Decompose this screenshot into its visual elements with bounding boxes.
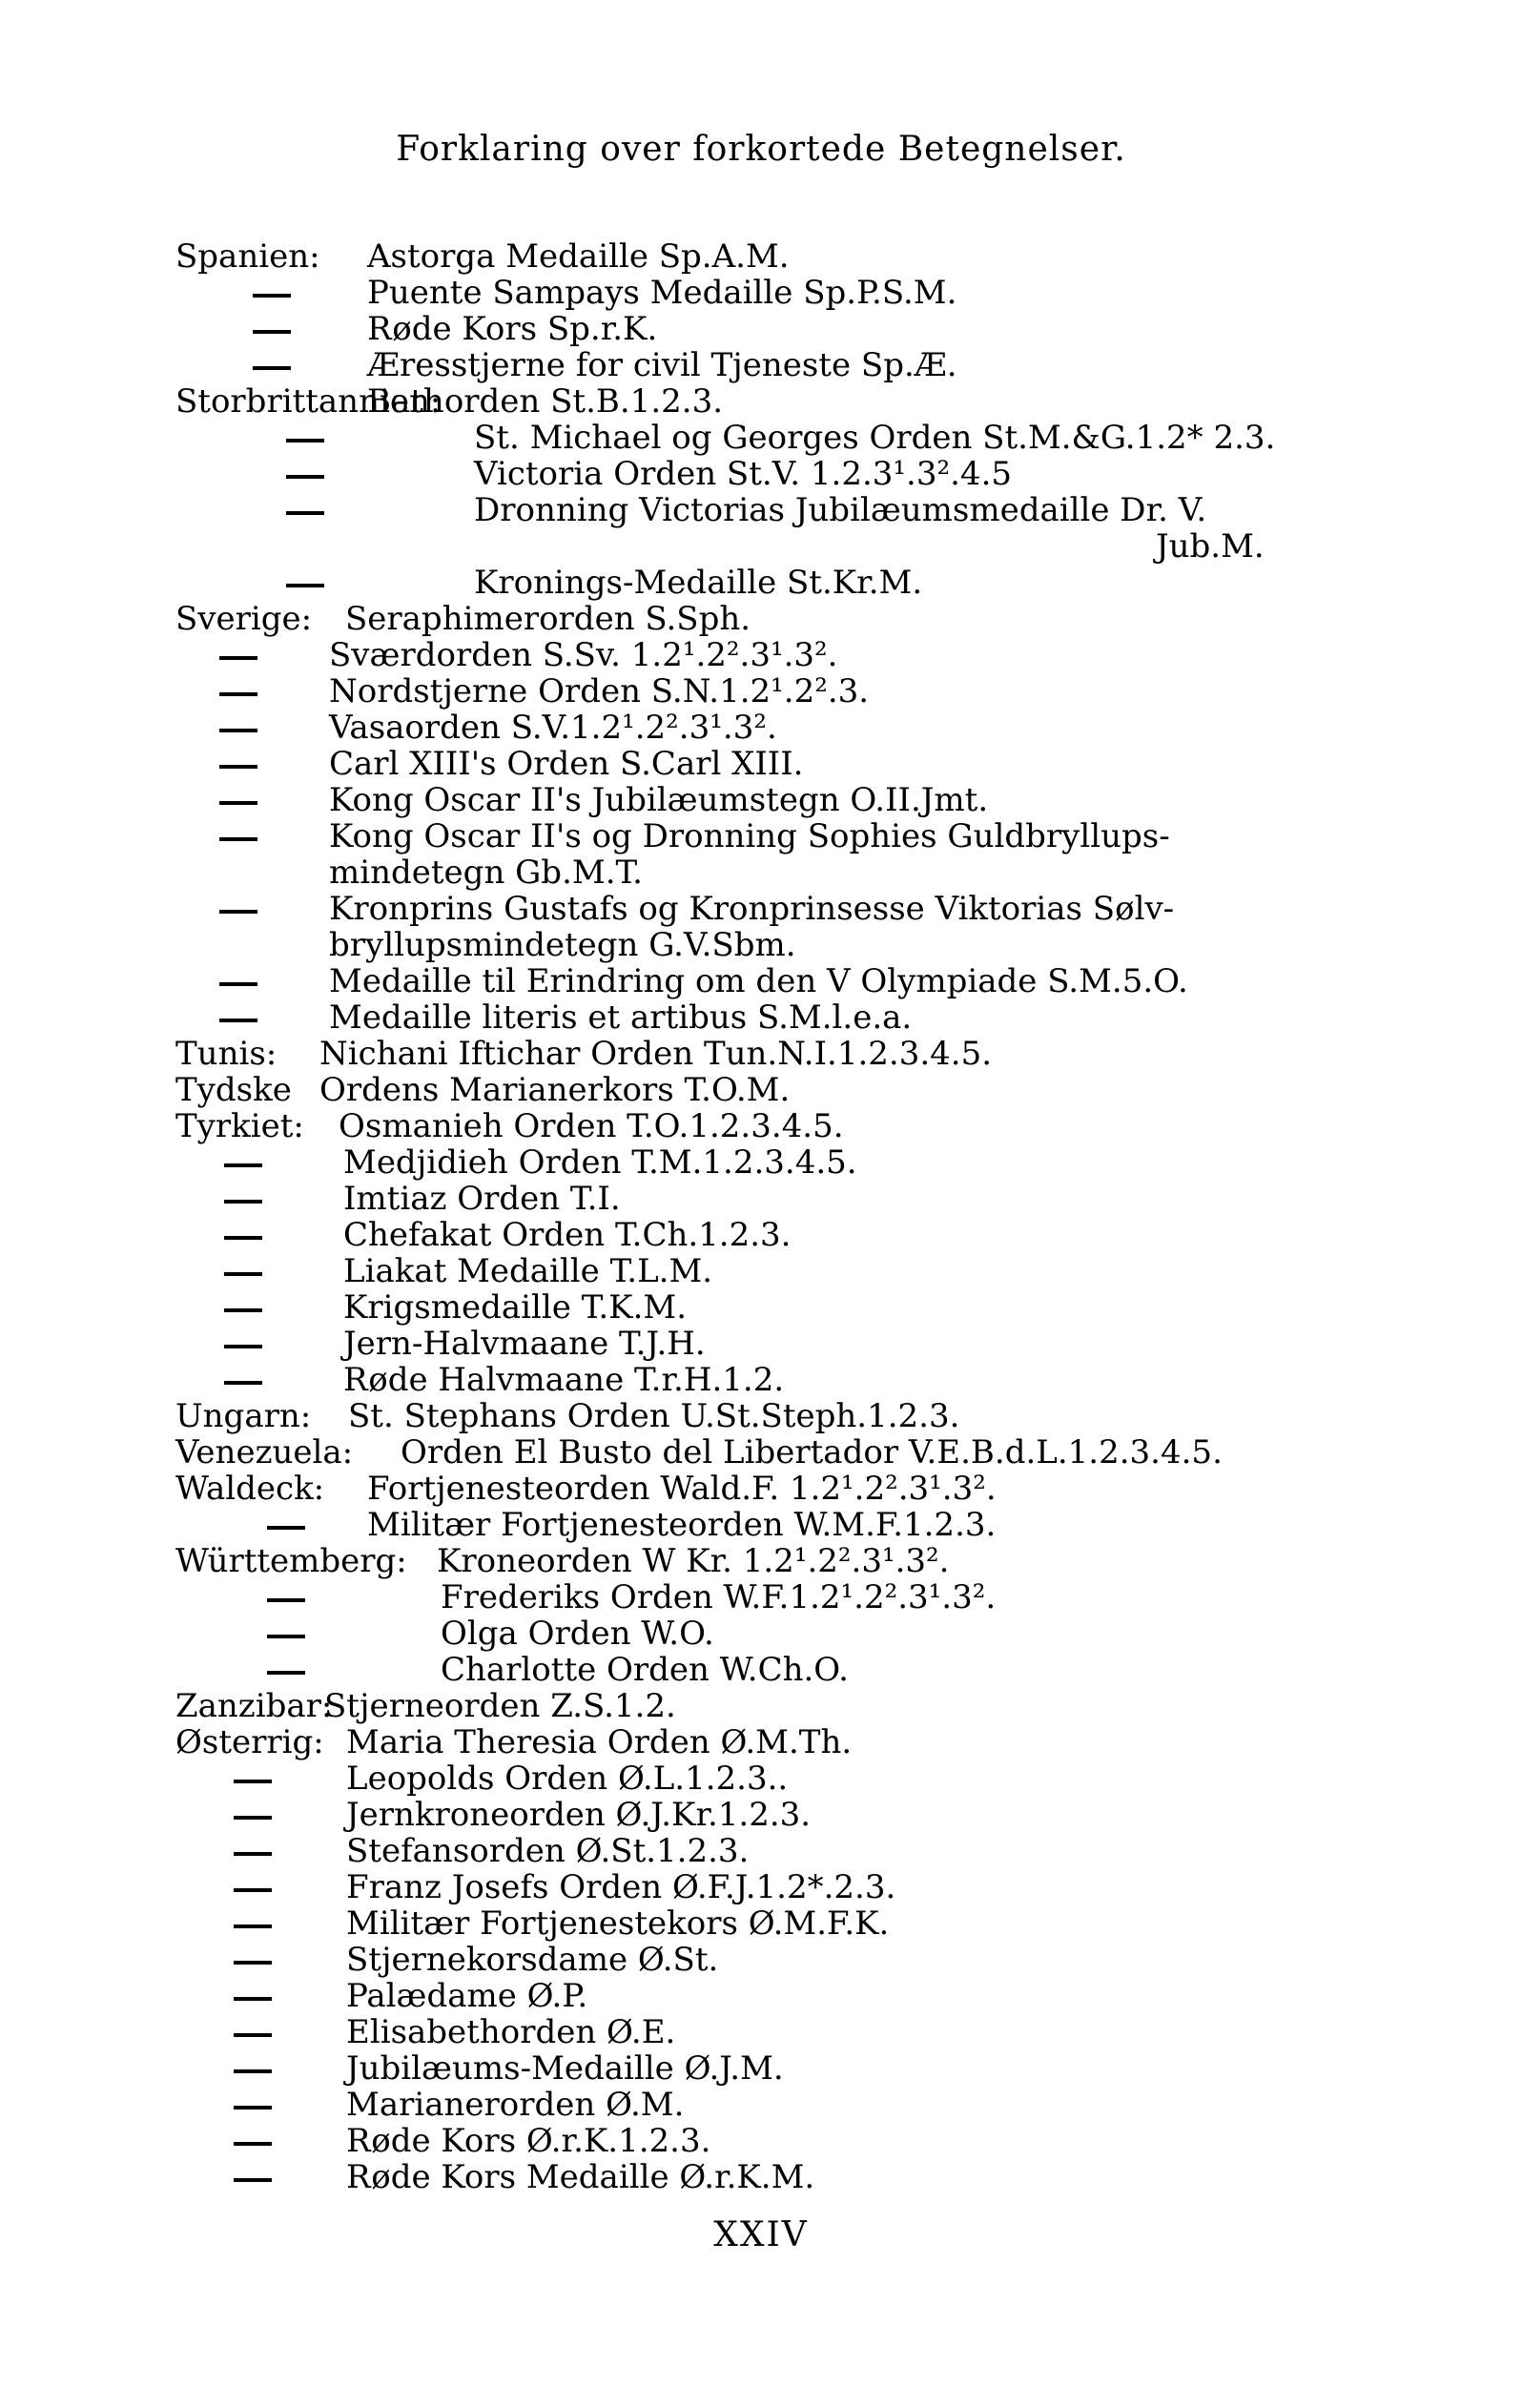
ditto-dash	[224, 1345, 262, 1348]
ditto-dash	[219, 982, 257, 986]
country-name: Sverige:	[175, 600, 313, 638]
ditto-dash	[219, 910, 257, 914]
ditto-dash	[234, 2106, 272, 2110]
country-name: Spanien:	[175, 237, 320, 276]
entry-text: Stjernekorsdame Ø.St.	[346, 1941, 719, 1979]
entry-text: Militær Fortjenesteorden W.M.F.1.2.3.	[367, 1506, 997, 1544]
ditto-dash	[224, 1381, 262, 1385]
country-name: Württemberg:	[175, 1542, 407, 1580]
entry-text: Carl XIII's Orden S.Carl XIII.	[329, 745, 804, 783]
country-name: Tunis:	[175, 1035, 278, 1073]
ditto-dash	[234, 2178, 272, 2182]
country-name: Storbrittannien:	[175, 382, 442, 421]
ditto-dash	[224, 1308, 262, 1312]
entry-text: Victoria Orden St.V. 1.2.3¹.3².4.5	[474, 455, 1013, 493]
ditto-dash	[219, 656, 257, 660]
ditto-dash	[286, 584, 324, 587]
entry-text: Medaille literis et artibus S.M.l.e.a.	[329, 998, 913, 1037]
entry-text: Osmanieh Orden T.O.1.2.3.4.5.	[339, 1107, 844, 1145]
entry-text: Stefansorden Ø.St.1.2.3.	[346, 1832, 750, 1870]
entry-text: Nordstjerne Orden S.N.1.2¹.2².3.	[329, 672, 870, 710]
entry-text: Medaille til Erindring om den V Olympiade S.M.5.O.	[329, 962, 1188, 1000]
ditto-dash	[253, 330, 291, 334]
ditto-dash	[234, 1888, 272, 1892]
entry-text: Jubilæums-Medaille Ø.J.M.	[346, 2049, 784, 2088]
entry-text: Røde Halvmaane T.r.H.1.2.	[343, 1361, 785, 1399]
country-name: Zanzibar:	[175, 1687, 333, 1725]
entry-text: St. Stephans Orden U.St.Steph.1.2.3.	[348, 1397, 960, 1435]
entry-text: Kronings-Medaille St.Kr.M.	[474, 564, 923, 602]
ditto-dash	[234, 1852, 272, 1856]
entry-text: Militær Fortjenestekors Ø.M.F.K.	[346, 1904, 890, 1943]
entry-text: Nichani Iftichar Orden Tun.N.I.1.2.3.4.5.	[319, 1035, 993, 1073]
ditto-dash	[224, 1236, 262, 1240]
entry-text: Medjidieh Orden T.M.1.2.3.4.5.	[343, 1143, 857, 1182]
entry-text: Imtiaz Orden T.I.	[343, 1180, 621, 1218]
entry-text: Sværdorden S.Sv. 1.2¹.2².3¹.3².	[329, 636, 838, 674]
ditto-dash	[234, 1780, 272, 1783]
entry-text: Maria Theresia Orden Ø.M.Th.	[346, 1723, 853, 1761]
entry-text: Jernkroneorden Ø.J.Kr.1.2.3.	[346, 1796, 812, 1834]
ditto-dash	[234, 1997, 272, 2001]
entry-text: Æresstjerne for civil Tjeneste Sp.Æ.	[367, 346, 957, 384]
country-name: Waldeck:	[175, 1470, 325, 1508]
entry-text: Røde Kors Sp.r.K.	[367, 310, 658, 348]
entry-text: Ordens Marianerkors T.O.M.	[319, 1071, 791, 1109]
entry-text: bryllupsmindetegn G.V.Sbm.	[329, 926, 796, 964]
entry-text: Dronning Victorias Jubilæumsmedaille Dr. V.	[474, 491, 1207, 529]
page-title: Forklaring over forkortede Betegnelser.	[396, 130, 1126, 169]
ditto-dash	[286, 439, 324, 442]
page-number: XXIV	[713, 2215, 809, 2254]
ditto-dash	[219, 765, 257, 769]
entry-text: Franz Josefs Orden Ø.F.J.1.2*.2.3.	[346, 1868, 896, 1906]
ditto-dash	[234, 2142, 272, 2146]
entry-text: Kong Oscar II's Jubilæumstegn O.II.Jmt.	[329, 781, 989, 819]
entry-text: mindetegn Gb.M.T.	[329, 854, 643, 892]
entry-text: Kronprins Gustafs og Kronprinsesse Viktorias Sølv-	[329, 890, 1175, 928]
ditto-dash	[219, 692, 257, 696]
ditto-dash	[219, 1019, 257, 1022]
entry-text: Stjerneorden Z.S.1.2.	[324, 1687, 676, 1725]
ditto-dash	[219, 729, 257, 732]
ditto-dash	[224, 1200, 262, 1204]
ditto-dash	[286, 511, 324, 515]
entry-text: Elisabethorden Ø.E.	[346, 2013, 676, 2051]
entry-text: Røde Kors Medaille Ø.r.K.M.	[346, 2158, 815, 2196]
ditto-dash	[224, 1163, 262, 1167]
entry-text: Frederiks Orden W.F.1.2¹.2².3¹.3².	[441, 1578, 997, 1616]
ditto-dash	[219, 801, 257, 805]
ditto-dash	[267, 1635, 305, 1638]
entry-text: Leopolds Orden Ø.L.1.2.3..	[346, 1760, 789, 1798]
ditto-dash	[253, 366, 291, 370]
country-name: Tydske	[175, 1071, 292, 1109]
ditto-dash	[234, 1961, 272, 1965]
entry-text: Seraphimerorden S.Sph.	[345, 600, 751, 638]
country-name: Venezuela:	[175, 1433, 354, 1472]
entry-text: Olga Orden W.O.	[441, 1615, 714, 1653]
entry-text: Jub.M.	[1156, 527, 1265, 566]
country-name: Østerrig:	[175, 1723, 324, 1761]
ditto-dash	[234, 1924, 272, 1928]
ditto-dash	[267, 1671, 305, 1675]
entry-text: Marianerorden Ø.M.	[346, 2086, 685, 2124]
entry-text: Chefakat Orden T.Ch.1.2.3.	[343, 1216, 792, 1254]
ditto-dash	[234, 2069, 272, 2073]
entry-text: Kroneorden W Kr. 1.2¹.2².3¹.3².	[437, 1542, 950, 1580]
ditto-dash	[219, 837, 257, 841]
entry-text: Bathorden St.B.1.2.3.	[367, 382, 724, 421]
entry-text: Røde Kors Ø.r.K.1.2.3.	[346, 2122, 711, 2160]
entry-text: Liakat Medaille T.L.M.	[343, 1252, 713, 1290]
entry-text: Orden El Busto del Libertador V.E.B.d.L.1.2.3.4.5.	[401, 1433, 1223, 1472]
ditto-dash	[224, 1272, 262, 1276]
entry-text: St. Michael og Georges Orden St.M.&G.1.2* 2.3.	[474, 419, 1276, 457]
ditto-dash	[286, 475, 324, 479]
country-name: Tyrkiet:	[175, 1107, 304, 1145]
country-name: Ungarn:	[175, 1397, 312, 1435]
ditto-dash	[267, 1526, 305, 1530]
entry-text: Jern-Halvmaane T.J.H.	[343, 1325, 706, 1363]
ditto-dash	[267, 1598, 305, 1602]
ditto-dash	[253, 294, 291, 298]
entry-text: Krigsmedaille T.K.M.	[343, 1288, 688, 1327]
ditto-dash	[234, 1816, 272, 1820]
ditto-dash	[234, 2033, 272, 2037]
entry-text: Astorga Medaille Sp.A.M.	[367, 237, 790, 276]
entry-text: Fortjenesteorden Wald.F. 1.2¹.2².3¹.3².	[367, 1470, 997, 1508]
entry-text: Palædame Ø.P.	[346, 1977, 588, 2015]
entry-text: Kong Oscar II's og Dronning Sophies Guldbryllups-	[329, 817, 1170, 855]
entry-text: Puente Sampays Medaille Sp.P.S.M.	[367, 274, 957, 312]
entry-text: Charlotte Orden W.Ch.O.	[441, 1651, 849, 1689]
entry-text: Vasaorden S.V.1.2¹.2².3¹.3².	[329, 709, 777, 747]
